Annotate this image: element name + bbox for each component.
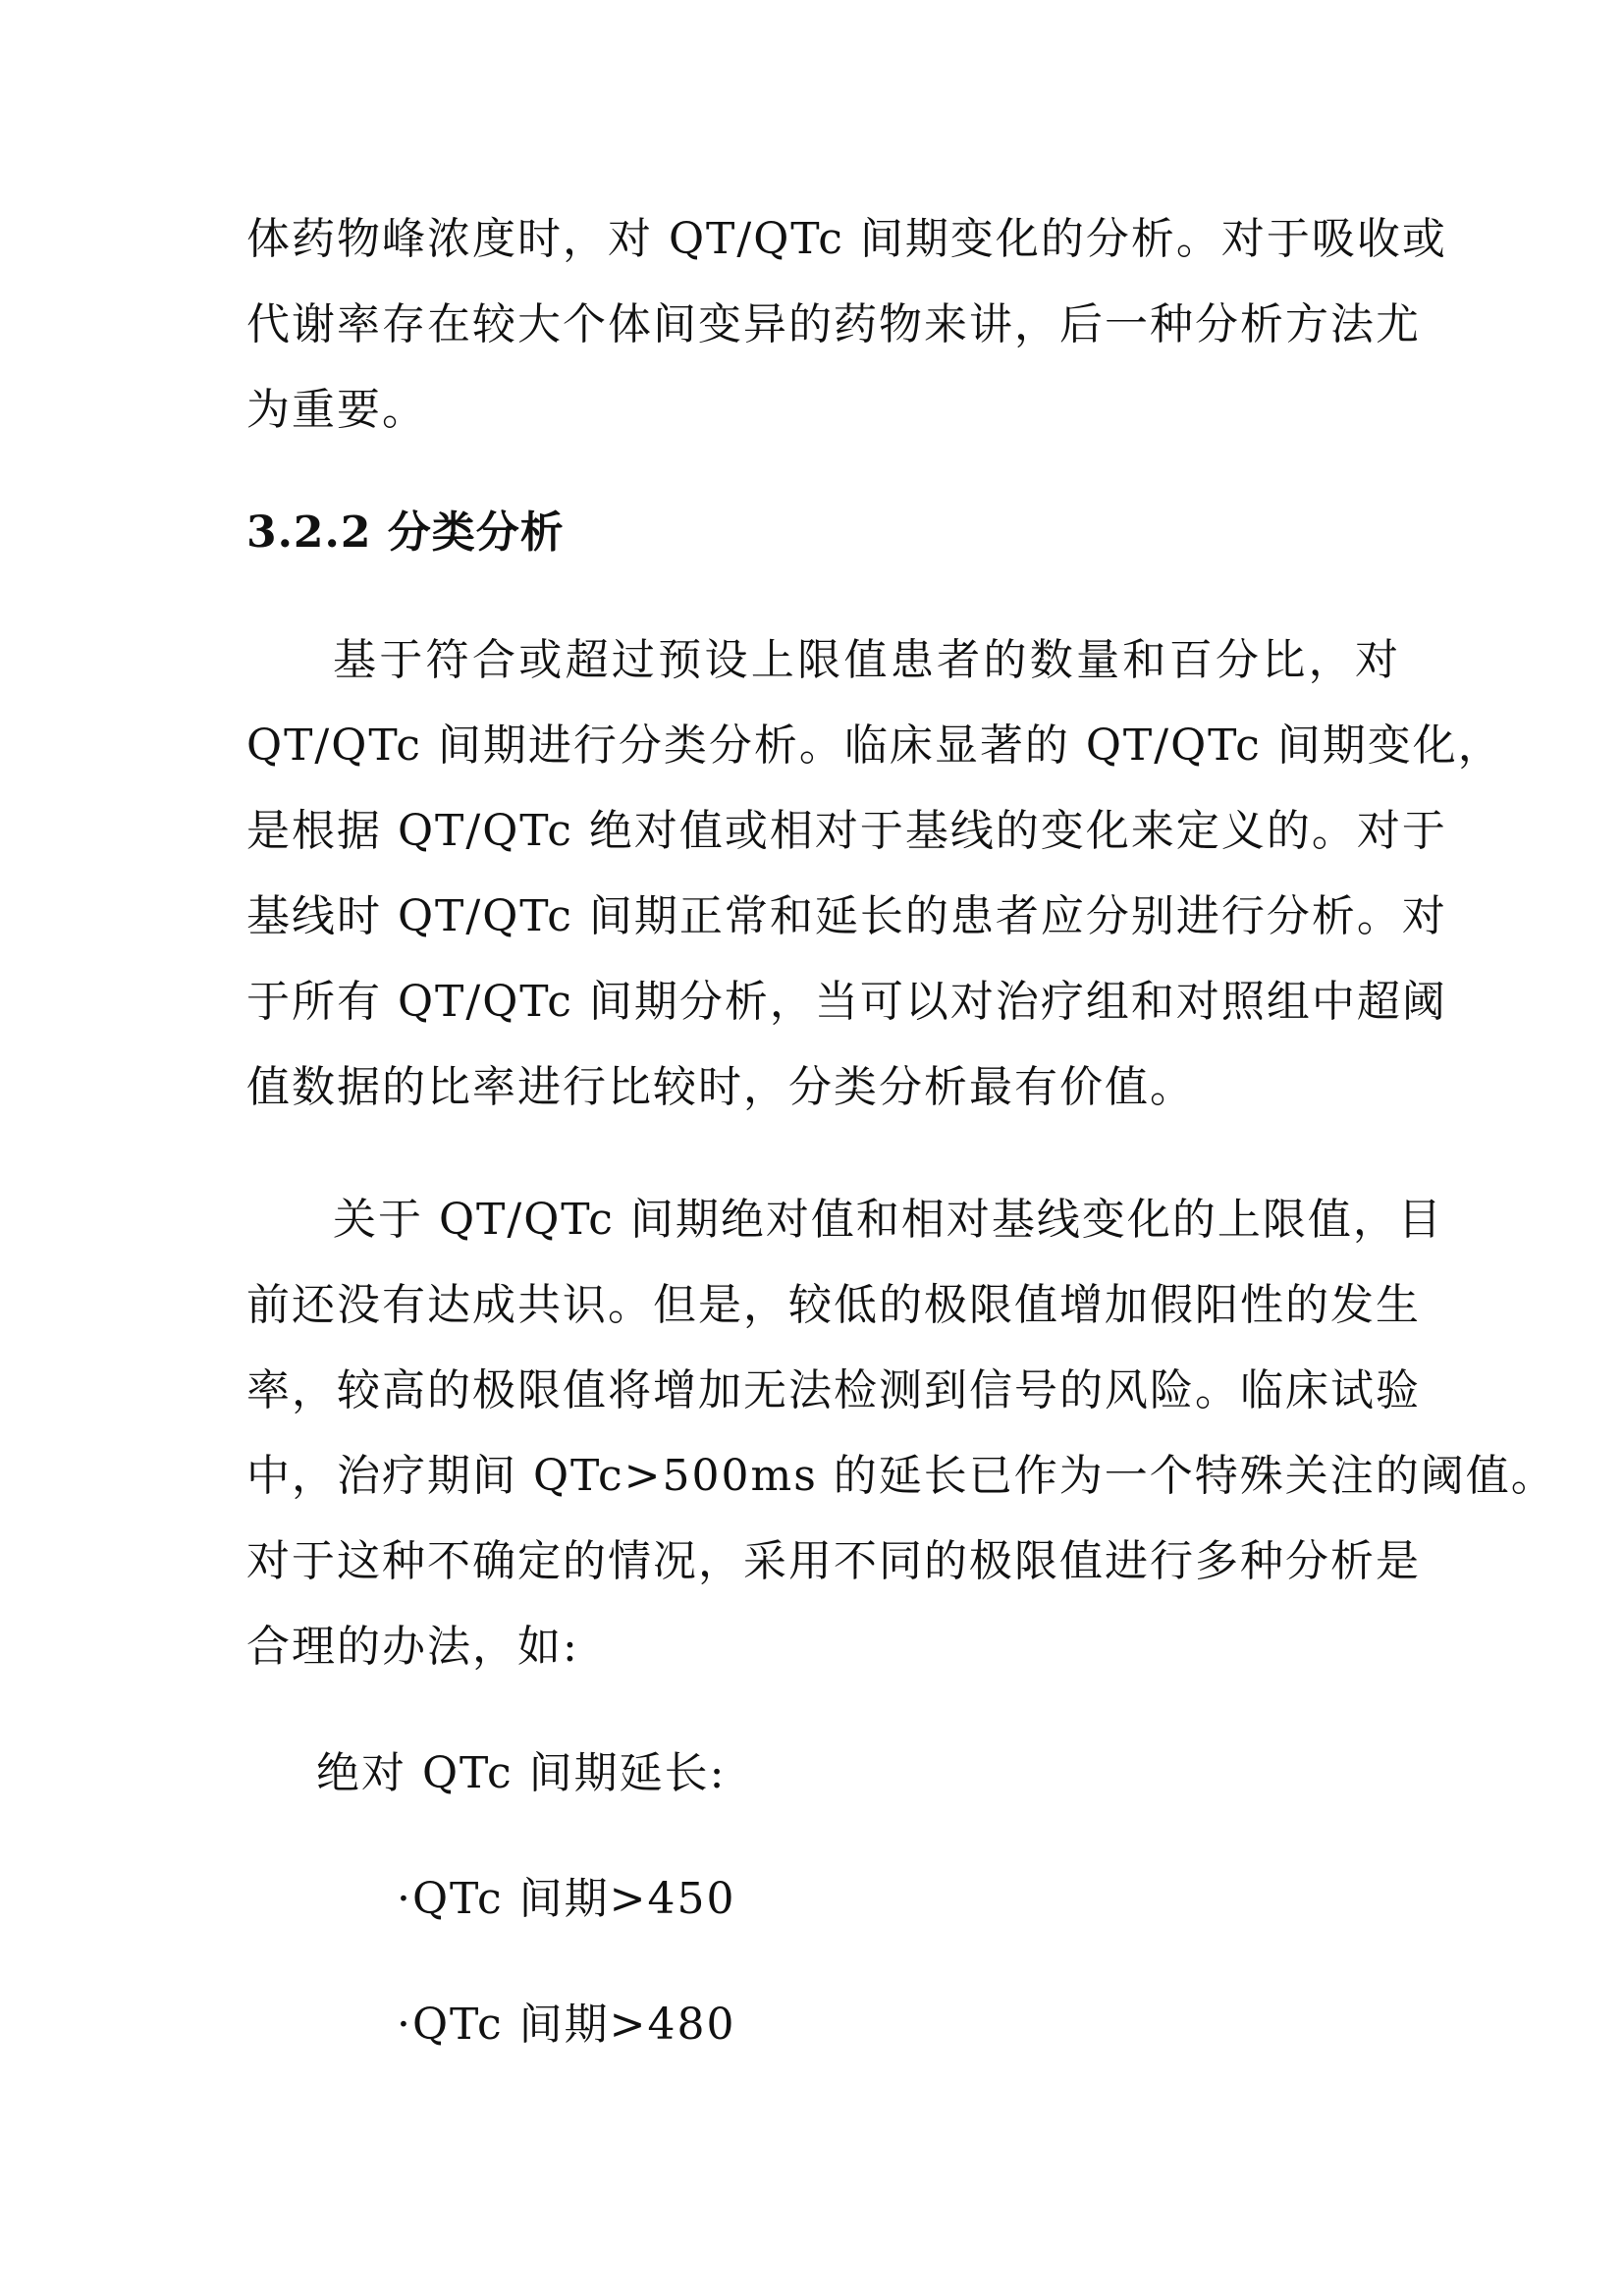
section-heading: 3.2.2 分类分析 [246,507,565,558]
paragraph-line: 体药物峰浓度时，对 QT/QTc 间期变化的分析。对于吸收或 [246,214,1447,264]
list-intro: 绝对 QTc 间期延长: [316,1748,727,1798]
paragraph-line: 基于符合或超过预设上限值患者的数量和百分比，对 [333,635,1400,685]
paragraph-line: 为重要。 [246,385,427,435]
paragraph-line: 中，治疗期间 QTc>500ms 的延长已作为一个特殊关注的阈值。 [246,1451,1556,1501]
paragraph-line: 值数据的比率进行比较时，分类分析最有价值。 [246,1062,1195,1112]
paragraph-line: QT/QTc 间期进行分类分析。临床显著的 QT/QTc 间期变化， [246,721,1503,771]
paragraph-line: 率，较高的极限值将增加无法检测到信号的风险。临床试验 [246,1365,1421,1415]
paragraph-line: 基线时 QT/QTc 间期正常和延长的患者应分别进行分析。对 [246,891,1447,941]
paragraph-line: 对于这种不确定的情况，采用不同的极限值进行多种分析是 [246,1536,1421,1586]
paragraph-line: 代谢率存在较大个体间变异的药物来讲，后一种分析方法尤 [246,299,1421,349]
paragraph-line: 于所有 QT/QTc 间期分析，当可以对治疗组和对照组中超阈 [246,977,1447,1027]
list-item: ·QTc 间期>480 [397,2000,736,2050]
paragraph-line: 关于 QT/QTc 间期绝对值和相对基线变化的上限值，目 [333,1195,1443,1245]
paragraph-line: 合理的办法，如: [246,1622,579,1672]
paragraph-line: 前还没有达成共识。但是，较低的极限值增加假阳性的发生 [246,1280,1421,1330]
paragraph-line: 是根据 QT/QTc 绝对值或相对于基线的变化来定义的。对于 [246,806,1447,856]
list-item: ·QTc 间期>450 [397,1874,736,1924]
